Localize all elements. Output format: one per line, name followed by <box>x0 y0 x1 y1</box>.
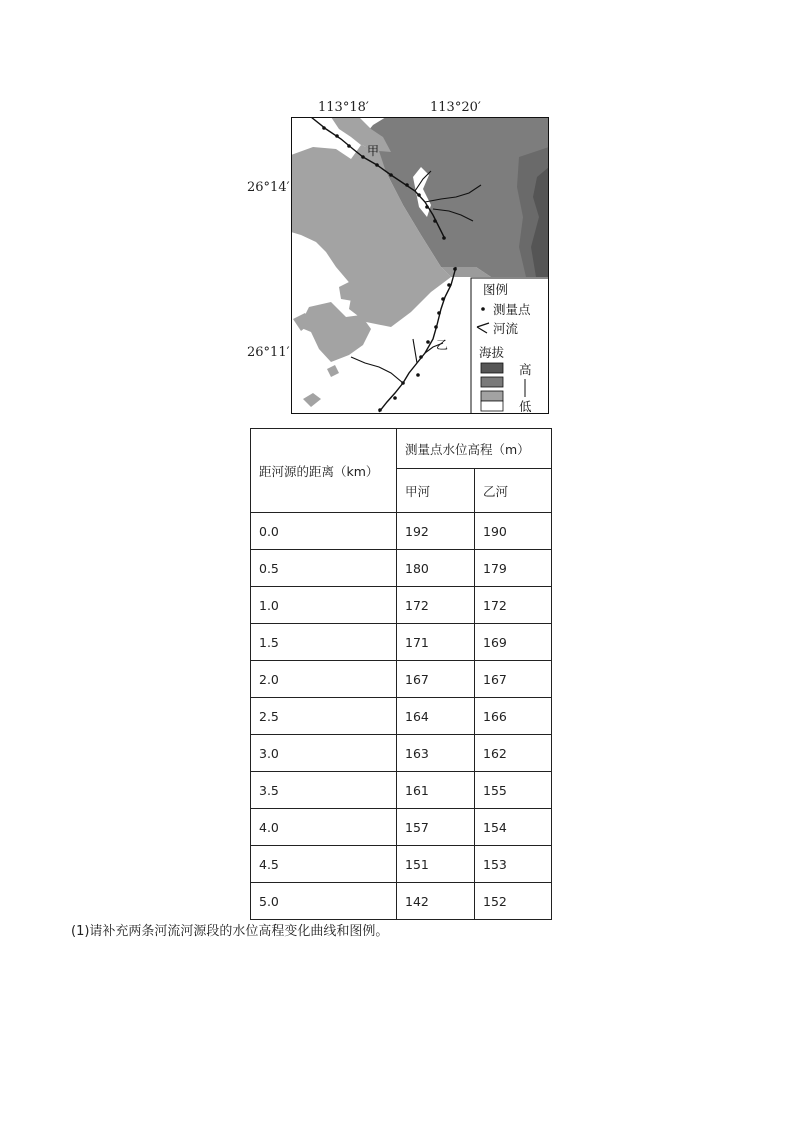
table-row <box>251 661 552 698</box>
latitude-label-2: 26°11′ <box>247 345 290 360</box>
cell-distance: 5.0 <box>251 883 397 920</box>
cell-yi: 190 <box>475 513 552 550</box>
cell-distance: 2.0 <box>251 661 397 698</box>
measure-point <box>433 219 437 223</box>
legend-elevation-title: 海拔 <box>479 345 505 360</box>
cell-distance: 2.5 <box>251 698 397 735</box>
measure-point <box>425 205 429 209</box>
table-row <box>251 772 552 809</box>
cell-jia: 142 <box>397 883 475 920</box>
table-row <box>251 883 552 920</box>
legend-title: 图例 <box>483 282 509 297</box>
cell-distance: 3.5 <box>251 772 397 809</box>
cell-jia: 163 <box>397 735 475 772</box>
topographic-map <box>291 117 549 414</box>
measure-point <box>378 408 382 412</box>
cell-jia: 167 <box>397 661 475 698</box>
cell-jia: 171 <box>397 624 475 661</box>
table-row <box>251 735 552 772</box>
cell-distance: 3.0 <box>251 735 397 772</box>
measure-point <box>347 144 351 148</box>
measure-point <box>389 173 393 177</box>
cell-yi: 152 <box>475 883 552 920</box>
question-text: (1)请补充两条河流河源段的水位高程变化曲线和图例。 <box>71 924 389 939</box>
header-elevation: 测量点水位高程（m） <box>397 429 552 469</box>
measure-point <box>434 325 438 329</box>
legend-elevation-swatch-medium <box>481 391 503 401</box>
cell-yi: 153 <box>475 846 552 883</box>
measure-point <box>417 193 421 197</box>
measure-point <box>437 311 441 315</box>
longitude-label-1: 113°18′ <box>318 100 369 115</box>
longitude-label-2: 113°20′ <box>430 100 481 115</box>
measure-point <box>426 340 430 344</box>
measure-point <box>401 381 405 385</box>
legend-river-label: 河流 <box>493 321 519 336</box>
measure-point <box>447 283 451 287</box>
cell-yi: 179 <box>475 550 552 587</box>
cell-yi: 169 <box>475 624 552 661</box>
legend-elevation-swatch-high <box>481 377 503 387</box>
table-body <box>251 513 552 920</box>
legend <box>471 278 549 414</box>
latitude-label-1: 26°14′ <box>247 180 290 195</box>
legend-high-label: 高 <box>519 362 532 377</box>
cell-jia: 161 <box>397 772 475 809</box>
cell-jia: 180 <box>397 550 475 587</box>
cell-distance: 0.0 <box>251 513 397 550</box>
legend-measure-point-label: 测量点 <box>493 302 531 317</box>
header-distance: 距河源的距离（km） <box>251 429 397 513</box>
table-row <box>251 587 552 624</box>
measure-point <box>441 297 445 301</box>
measure-point <box>393 396 397 400</box>
cell-distance: 0.5 <box>251 550 397 587</box>
measure-point <box>375 163 379 167</box>
cell-jia: 164 <box>397 698 475 735</box>
measure-point <box>416 373 420 377</box>
legend-elevation-swatch-low <box>481 401 503 411</box>
measure-point <box>361 155 365 159</box>
table-row <box>251 809 552 846</box>
elevation-table <box>250 428 552 920</box>
table-row <box>251 698 552 735</box>
table-row <box>251 624 552 661</box>
cell-distance: 1.5 <box>251 624 397 661</box>
cell-distance: 1.0 <box>251 587 397 624</box>
measure-point <box>335 134 339 138</box>
cell-distance: 4.5 <box>251 846 397 883</box>
cell-yi: 172 <box>475 587 552 624</box>
river-label-yi: 乙 <box>436 338 449 352</box>
measure-point <box>453 267 457 271</box>
cell-distance: 4.0 <box>251 809 397 846</box>
cell-yi: 162 <box>475 735 552 772</box>
table-row <box>251 846 552 883</box>
cell-jia: 192 <box>397 513 475 550</box>
measure-point <box>322 126 326 130</box>
header-jia: 甲河 <box>397 469 475 513</box>
cell-yi: 166 <box>475 698 552 735</box>
legend-measure-point-icon <box>481 307 485 311</box>
legend-low-label: 低 <box>519 399 532 414</box>
legend-elevation-swatch-highest <box>481 363 503 373</box>
cell-jia: 157 <box>397 809 475 846</box>
table-row <box>251 550 552 587</box>
cell-yi: 154 <box>475 809 552 846</box>
measure-point <box>405 183 409 187</box>
river-label-jia: 甲 <box>367 144 380 158</box>
measure-point <box>442 236 446 240</box>
cell-jia: 172 <box>397 587 475 624</box>
table-row <box>251 513 552 550</box>
cell-jia: 151 <box>397 846 475 883</box>
cell-yi: 167 <box>475 661 552 698</box>
measure-point <box>419 355 423 359</box>
header-yi: 乙河 <box>475 469 552 513</box>
cell-yi: 155 <box>475 772 552 809</box>
